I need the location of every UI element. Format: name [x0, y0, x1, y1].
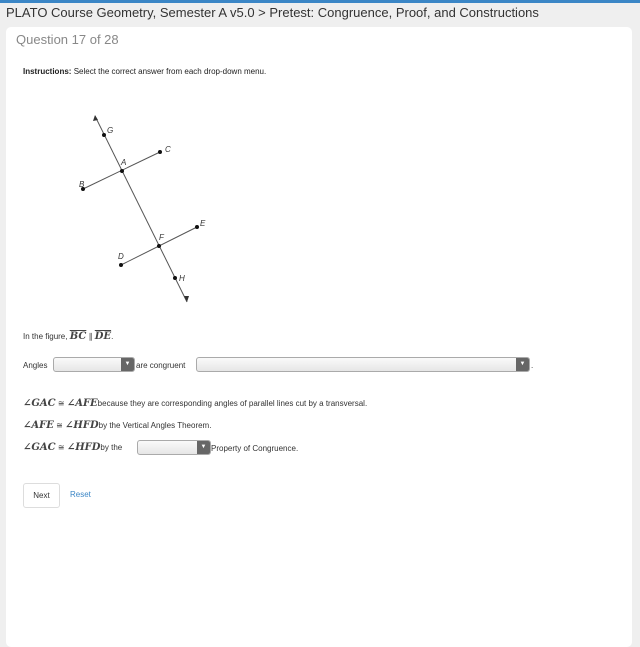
segment-de: $\overline{DE}$ — [94, 331, 112, 342]
angle-left: ∠GAC — [23, 442, 56, 453]
proof-reason: because they are corresponding angles of parallel lines cut by a transversal. — [97, 399, 368, 408]
congruent-symbol: ≅ — [57, 399, 65, 408]
angle-right: ∠HFD — [66, 442, 101, 453]
given-statement — [23, 331, 113, 342]
angle-left: ∠GAC — [23, 398, 56, 409]
angle-right: ∠AFE — [66, 398, 98, 409]
property-select[interactable] — [137, 440, 211, 455]
angle-left: ∠AFE — [23, 420, 54, 431]
angles-label: Angles — [23, 361, 48, 370]
congruent-symbol: ≅ — [57, 443, 65, 452]
geometry-figure — [60, 100, 240, 310]
proof-line-3 — [23, 442, 122, 453]
label-d: D — [118, 252, 124, 261]
are-congruent-label: are congruent — [136, 361, 186, 370]
chevron-down-icon: ▼ — [121, 358, 134, 371]
reason-select[interactable] — [196, 357, 530, 372]
given-suffix: . — [111, 332, 114, 341]
period: . — [531, 361, 534, 370]
top-accent-bar — [0, 0, 640, 3]
given-prefix: In the figure, — [23, 332, 68, 341]
label-c: C — [165, 145, 171, 154]
chevron-down-icon: ▼ — [516, 358, 529, 371]
parallel-symbol: ∥ — [88, 332, 93, 341]
proof-reason: by the Vertical Angles Theorem. — [98, 421, 212, 430]
chevron-down-icon: ▼ — [197, 441, 210, 454]
angles-select[interactable] — [53, 357, 135, 372]
label-f: F — [159, 233, 164, 242]
reset-link[interactable]: Reset — [70, 490, 91, 499]
question-number: Question 17 of 28 — [16, 32, 119, 47]
label-b: B — [79, 180, 85, 189]
instructions-text: Select the correct answer from each drop-down menu. — [73, 67, 267, 76]
breadcrumb: PLATO Course Geometry, Semester A v5.0 > Pretest: Congruence, Proof, and Constructions — [6, 5, 539, 20]
label-g: G — [107, 126, 114, 135]
instructions — [23, 67, 266, 76]
angle-right: ∠HFD — [65, 420, 99, 431]
label-h: H — [179, 274, 185, 283]
next-button[interactable]: Next — [23, 483, 60, 508]
instructions-label: Instructions: — [23, 67, 72, 76]
property-of-congruence: Property of Congruence. — [211, 444, 299, 453]
segment-bc: $\overline{BC}$ — [69, 331, 87, 342]
label-a: A — [121, 158, 127, 167]
proof-line-1 — [23, 398, 367, 409]
proof-reason: by the — [100, 443, 123, 452]
proof-line-2 — [23, 420, 211, 431]
congruent-symbol: ≅ — [56, 421, 63, 430]
label-e: E — [200, 219, 206, 228]
